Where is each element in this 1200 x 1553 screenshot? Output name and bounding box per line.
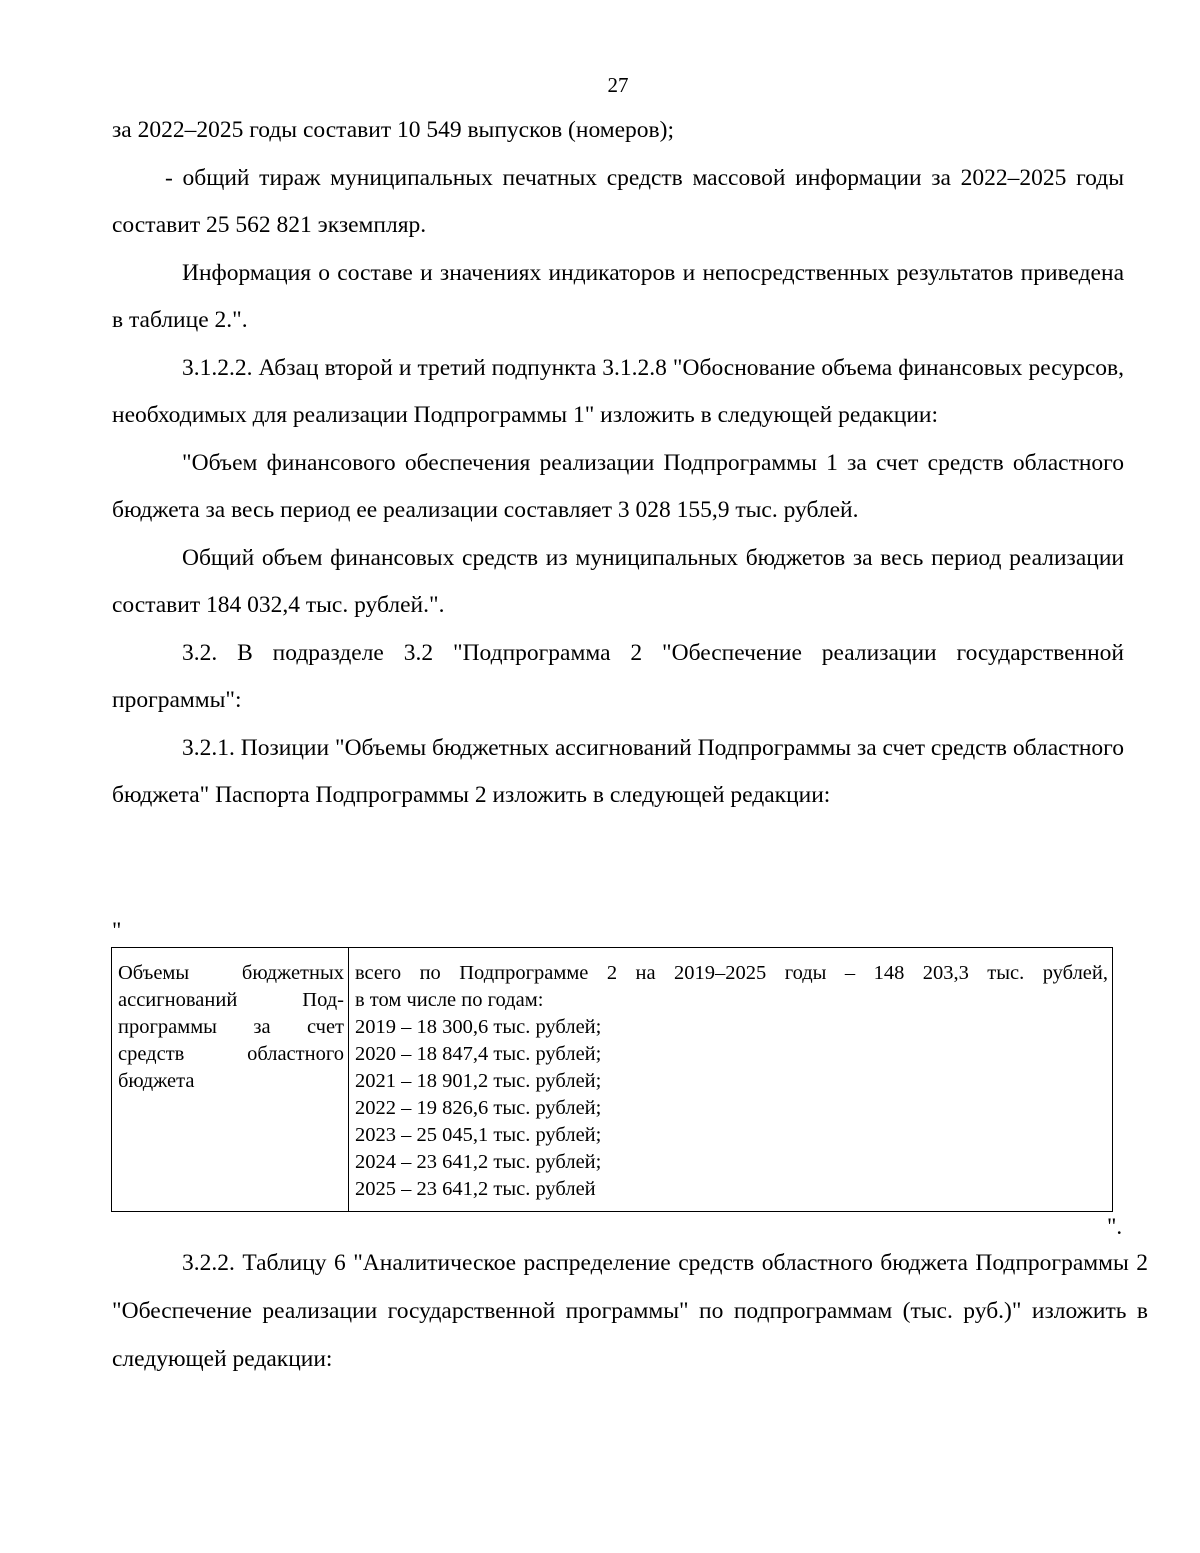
table-values-cell xyxy=(349,948,1113,1212)
table-year-2022: 2022 – 19 826,6 тыс. рублей; xyxy=(355,1097,602,1119)
table-year-2025: 2025 – 23 641,2 тыс. рублей xyxy=(355,1178,596,1200)
table-year-2020: 2020 – 18 847,4 тыс. рублей; xyxy=(355,1043,602,1065)
open-quote-mark: " xyxy=(112,918,122,943)
paragraph-3-2-1: 3.2.1. Позиции "Объемы бюджетных ассигнований Подпрограммы за счет средств областного бюджета" Паспорта Подпрограммы 2 изложить в следующей редакции: xyxy=(112,734,1124,808)
paragraph-3-2-2: 3.2.2. Таблицу 6 "Аналитическое распределение средств областного бюджета Подпрограммы 2 "Обеспечение реализации государственной программы" по подпрограммам (тыс. руб.)" изложить в следующей редакции: xyxy=(112,1250,1148,1372)
table-row xyxy=(112,948,1113,1212)
text-block-bottom xyxy=(112,1239,1148,1383)
table-year-2023: 2023 – 25 045,1 тыс. рублей; xyxy=(355,1124,602,1146)
text-block-top xyxy=(112,107,1124,820)
budget-allocation-table xyxy=(111,947,1113,1212)
table-total-line: всего по Подпрограмме 2 на 2019–2025 годы – 148 203,3 тыс. рублей, xyxy=(355,962,1108,984)
table-year-2021: 2021 – 18 901,2 тыс. рублей; xyxy=(355,1070,602,1092)
paragraph-municipal-funds: Общий объем финансовых средств из муниципальных бюджетов за весь период реализации составит 184 032,4 тыс. рублей.". xyxy=(112,544,1124,618)
page-number: 27 xyxy=(607,73,629,97)
table-label-cell: Объемы бюджетных ассигнований Под-программы за счет средств областного бюджета xyxy=(112,948,349,1212)
table-year-2024: 2024 – 23 641,2 тыс. рублей; xyxy=(355,1151,602,1173)
table-by-years-line: в том числе по годам: xyxy=(355,989,544,1011)
paragraph-3-1-2-2: 3.1.2.2. Абзац второй и третий подпункта 3.1.2.8 "Обоснование объема финансовых ресурсов, необходимых для реализации Подпрограммы 1" изложить в следующей редакции: xyxy=(112,354,1124,428)
paragraph-financing-volume: "Объем финансового обеспечения реализации Подпрограммы 1 за счет средств областного бюджета за весь период ее реализации составляет 3 028 155,9 тыс. рублей. xyxy=(112,449,1124,523)
paragraph-issues-count: за 2022–2025 годы составит 10 549 выпусков (номеров); xyxy=(112,117,675,143)
paragraph-indicators-info: Информация о составе и значениях индикаторов и непосредственных результатов приведена в таблице 2.". xyxy=(112,259,1124,333)
paragraph-circulation: - общий тираж муниципальных печатных средств массовой информации за 2022–2025 годы составит 25 562 821 экземпляр. xyxy=(112,164,1124,238)
paragraph-3-2: 3.2. В подразделе 3.2 "Подпрограмма 2 "Обеспечение реализации государственной программы": xyxy=(112,639,1124,713)
table-year-2019: 2019 – 18 300,6 тыс. рублей; xyxy=(355,1016,602,1038)
close-quote-mark: ". xyxy=(1107,1214,1123,1239)
